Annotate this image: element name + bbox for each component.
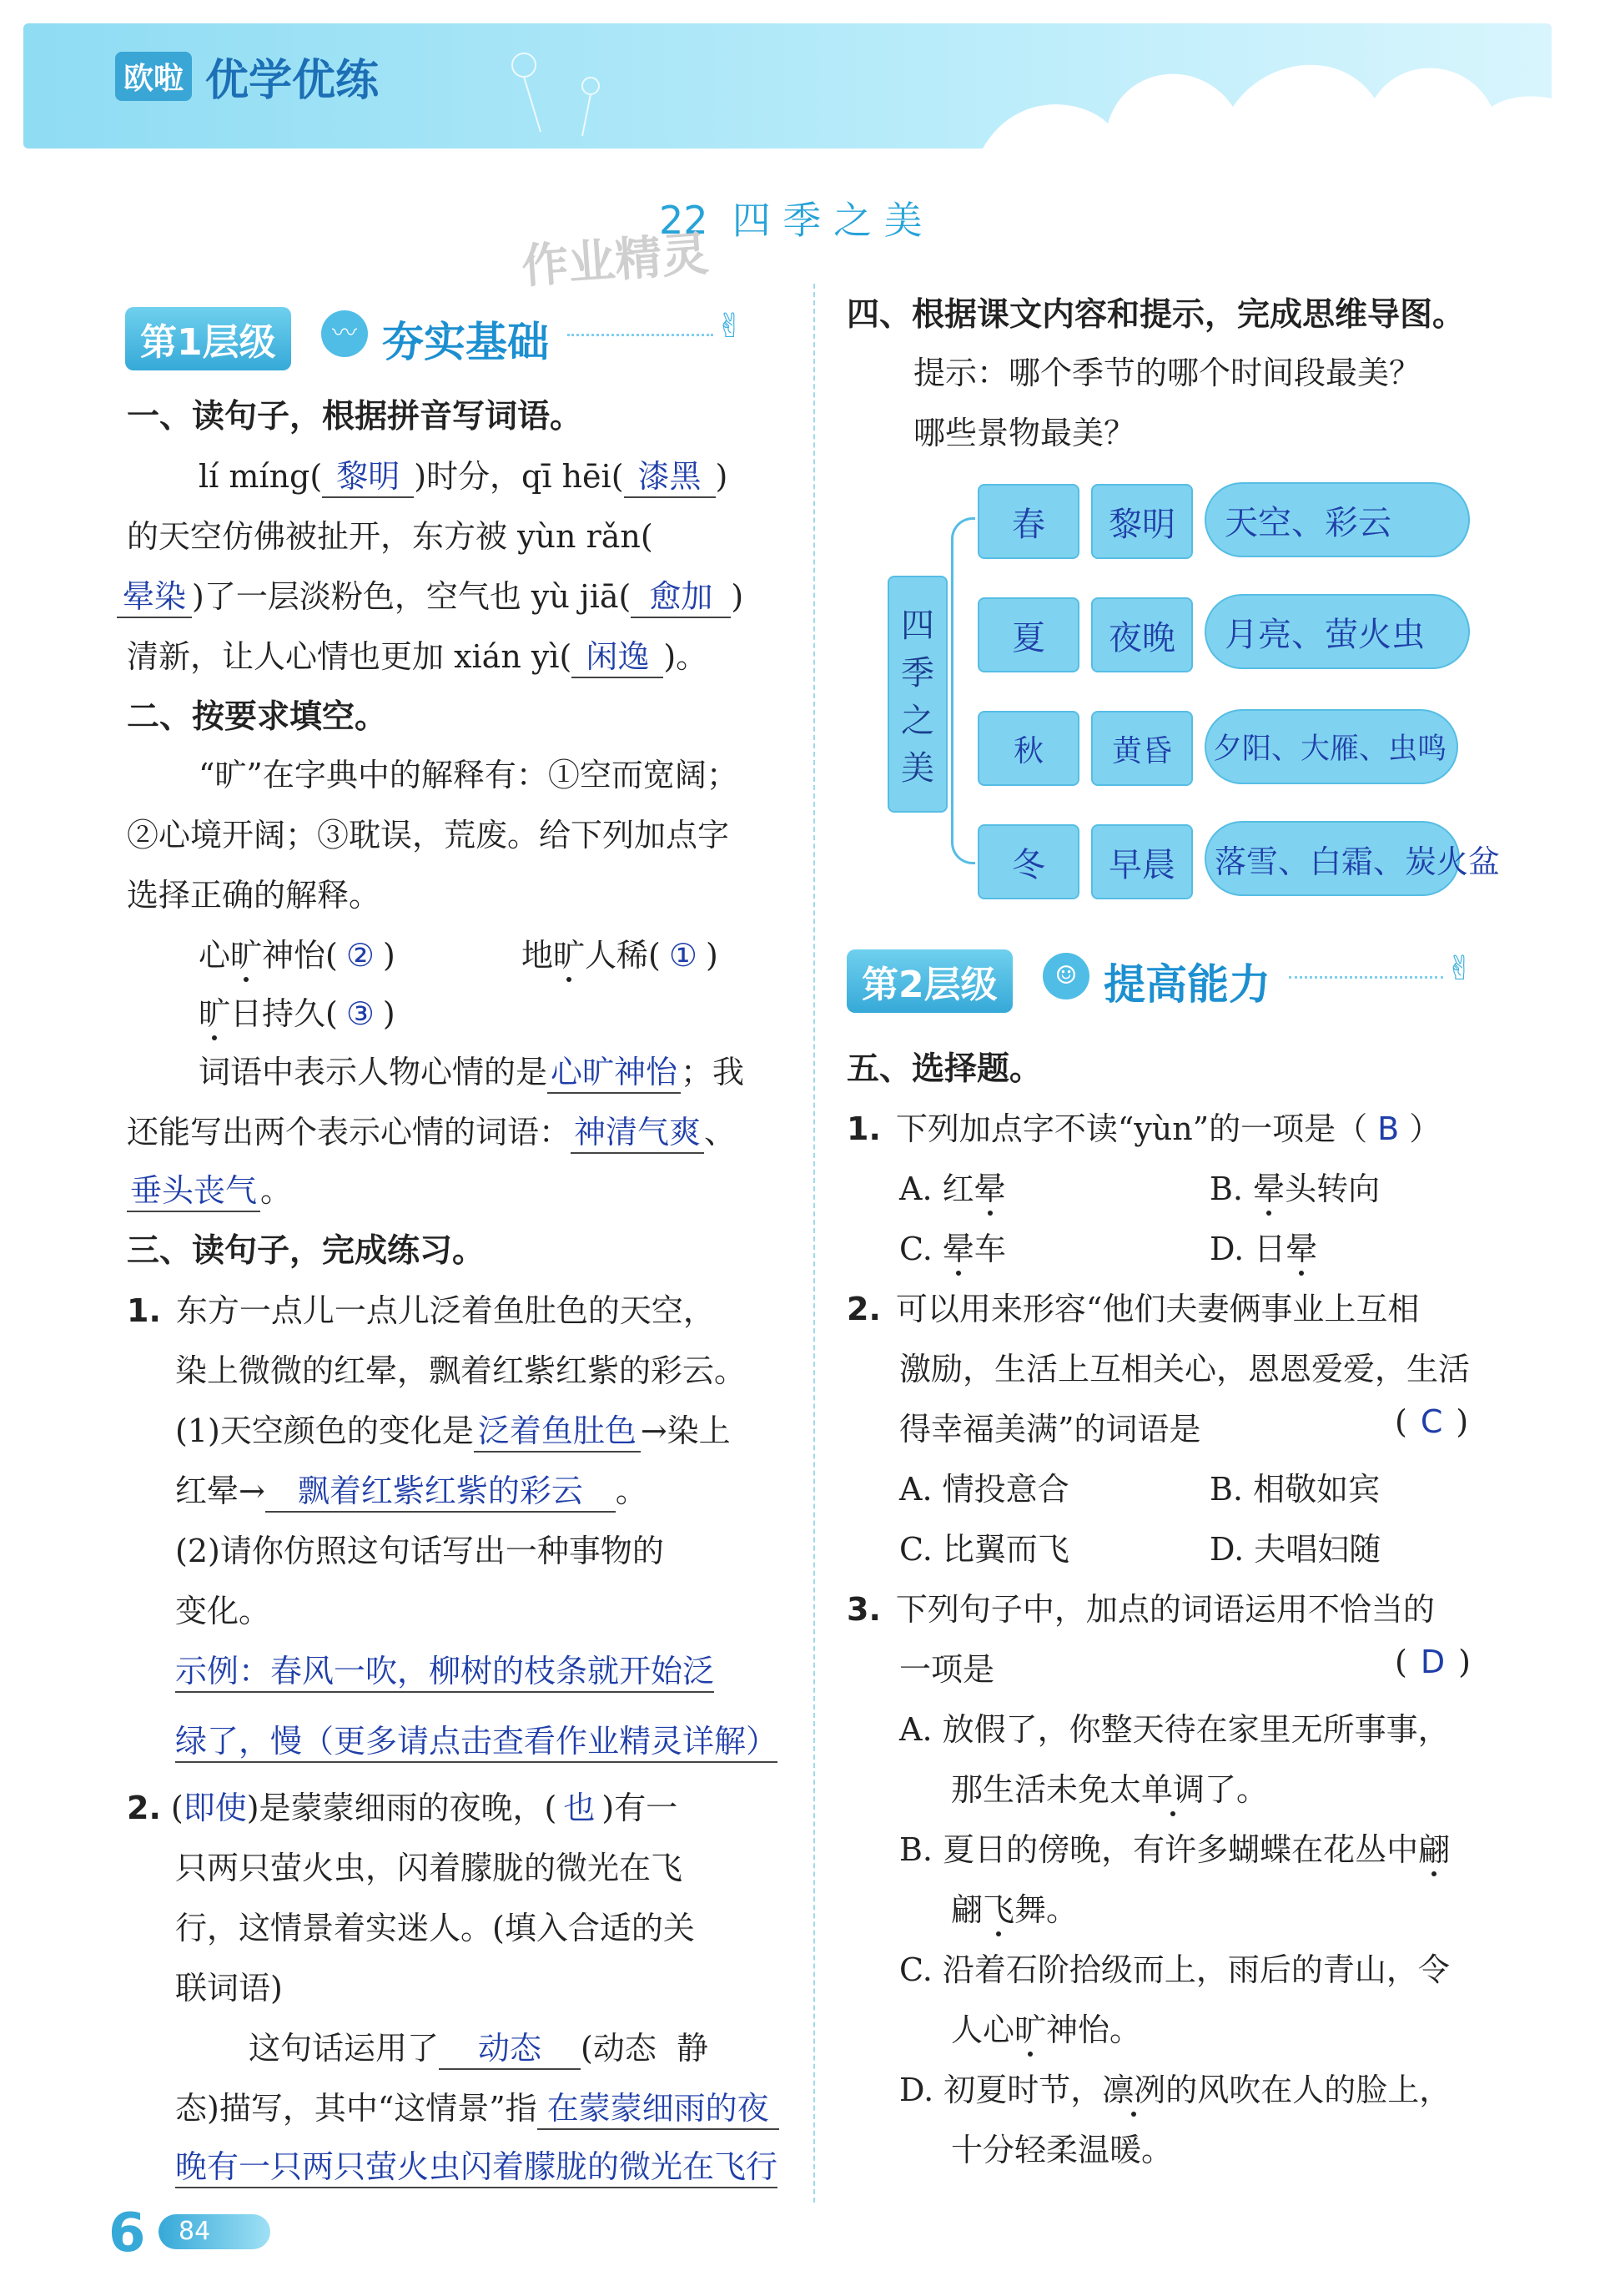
- q2-line-d2: 还能写出两个表示心情的词语： 神清气爽 、: [127, 1106, 736, 1154]
- level2-header: [847, 943, 1481, 1010]
- answer-ye: 也: [563, 1790, 596, 1826]
- q1-line1: lí míng( 黎明 )时分，qī hēi( 漆黑 ): [199, 451, 727, 498]
- q5-choice2-line1: 2. 可以用来形容“他们夫妻俩事业上互相: [847, 1291, 1420, 1327]
- dandelion-icon: [491, 40, 641, 140]
- level2-tag: 第2层级: [847, 949, 1013, 1013]
- q5-choice1-optC: C. 晕车: [899, 1231, 1006, 1267]
- chart-icon: 〰: [321, 310, 368, 357]
- footer-logo-icon: 6: [108, 2203, 146, 2264]
- q2-line2: ②心境开阔；③耽误，荒废。给下列加点字: [127, 817, 730, 853]
- q5-choice3-optD-2: 十分轻柔温暖。: [951, 2132, 1174, 2168]
- scene-spring: 天空、彩云: [1205, 482, 1470, 557]
- q1-line4: 清新，让人心情也更加 xián yì( 闲逸 )。: [127, 631, 707, 678]
- watermark: 作业精灵: [520, 227, 711, 295]
- cloud-decoration: [983, 23, 1552, 149]
- answer-b: ①: [668, 937, 697, 974]
- answer-scene-2: 晚有一只两只萤火虫闪着朦胧的微光在飞行: [175, 2141, 777, 2188]
- q5-choice1-optB: B. 晕头转向: [1210, 1171, 1381, 1207]
- q2-line-d3: 垂头丧气 。: [127, 1165, 292, 1212]
- q5-choice2-optD: D. 夫唱妇随: [1210, 1531, 1381, 1568]
- level2-divider: [1289, 976, 1443, 979]
- season-winter: 冬: [978, 824, 1079, 899]
- q3-item2-line4: 联词语): [175, 1970, 283, 2006]
- level1-tag: 第1层级: [125, 307, 291, 370]
- q5-choice3-optB-2: 翩飞舞。: [951, 1891, 1079, 1928]
- q5-choice3-optC-2: 人心旷神怡。: [951, 2012, 1142, 2048]
- hand-icon: ✌: [716, 307, 744, 345]
- q3-item2-line5: 这句话运用了 动态 (动态 静: [249, 2022, 708, 2070]
- q3-title: 三、读句子，完成练习。: [127, 1232, 486, 1270]
- season-summer: 夏: [978, 597, 1079, 672]
- season-spring: 春: [978, 484, 1079, 559]
- q5-choice2-line2: 激励，生活上互相关心，恩恩爱爱，生活: [899, 1351, 1471, 1387]
- q5-choice2-line3: 得幸福美满”的词语是: [899, 1411, 1201, 1448]
- q3-item1-line1: 1. 东方一点儿一点儿泛着鱼肚色的天空，: [127, 1292, 715, 1329]
- time-summer: 夜晚: [1091, 597, 1193, 672]
- q3-item2-line6: 态)描写，其中“这情景”指 在蒙蒙细雨的夜: [175, 2082, 779, 2130]
- level1-header: [125, 300, 742, 367]
- mindmap-bracket: [951, 517, 975, 864]
- q2-item-a: 心旷神怡( ② ): [199, 937, 395, 974]
- answer-mood-word-2: 神清气爽: [571, 1106, 704, 1154]
- q5-title: 五、选择题。: [847, 1050, 1043, 1088]
- mind-map: [884, 476, 1535, 909]
- scene-winter: 落雪、白霜、炭火盆: [1205, 821, 1460, 896]
- answer-a: ②: [345, 937, 375, 974]
- q5-choice1-optD: D. 日晕: [1210, 1231, 1318, 1267]
- q4-title: 四、根据课文内容和提示，完成思维导图。: [847, 296, 1466, 334]
- answer-mood-word-3: 垂头丧气: [127, 1165, 260, 1212]
- q3-sub1-line2: 红晕→ 飘着红紫红紫的彩云 。: [175, 1465, 647, 1513]
- q3-sub1-line1: (1)天空颜色的变化是 泛着鱼肚色 →染上: [175, 1405, 731, 1453]
- q2-line1: “旷”在字典中的解释有：①空而宽阔；: [199, 757, 738, 793]
- q3-sub2-line2: 变化。: [175, 1593, 271, 1629]
- answer-choice1: B: [1377, 1110, 1400, 1147]
- q1-line3: 晕染 )了一层淡粉色，空气也 yù jiā( 愈加 ): [117, 571, 743, 618]
- q5-choice2-optB: B. 相敬如宾: [1210, 1471, 1381, 1508]
- brand-title: 优学优练: [205, 56, 380, 106]
- q5-choice2-answer-slot: ( C ): [1395, 1403, 1469, 1440]
- q1-line2: 的天空仿佛被扯开，东方被 yùn rǎn(: [127, 518, 653, 555]
- q2-line-d1: 词语中表示人物心情的是 心旷神怡 ；我: [199, 1046, 744, 1094]
- q5-choice3-line2: 一项是: [899, 1651, 995, 1688]
- scene-autumn: 夕阳、大雁、虫鸣: [1205, 709, 1458, 784]
- column-divider: [813, 284, 815, 2203]
- answer-yunran: 晕染: [117, 571, 192, 618]
- q5-choice3-optC-1: C. 沿着石阶拾级而上，雨后的青山，令: [899, 1951, 1450, 1988]
- q5-choice2-optC: C. 比翼而飞: [899, 1531, 1069, 1568]
- answer-c: ③: [345, 995, 375, 1032]
- q3-item1-line2: 染上微微的红晕，飘着红紫红紫的彩云。: [175, 1352, 747, 1389]
- time-winter: 早晨: [1091, 824, 1193, 899]
- q5-choice3-answer-slot: ( D ): [1395, 1644, 1471, 1680]
- answer-qihei: 漆黑: [624, 451, 716, 498]
- q3-item2-line1: 2. (即使)是蒙蒙细雨的夜晚，( 也 )有一: [127, 1790, 678, 1826]
- q2-line3: 选择正确的解释。: [127, 877, 381, 914]
- answer-scene-1: 在蒙蒙细雨的夜: [537, 2082, 779, 2130]
- level1-divider: [567, 334, 713, 336]
- q5-choice3-optB-1: B. 夏日的傍晚，有许多蝴蝶在花丛中翩: [899, 1831, 1451, 1868]
- time-spring: 黎明: [1091, 484, 1193, 559]
- answer-dongtai: 动态: [439, 2022, 581, 2070]
- q3-item2-line2: 只两只萤火虫，闪着朦胧的微光在飞: [175, 1850, 683, 1886]
- q5-choice3-line1: 3. 下列句子中，加点的词语运用不恰当的: [847, 1591, 1435, 1628]
- q5-choice3-optD-1: D. 初夏时节，凛冽的风吹在人的脸上，: [899, 2072, 1452, 2108]
- scene-summer: 月亮、萤火虫: [1205, 594, 1470, 669]
- level1-name: 夯实基础: [382, 318, 549, 366]
- q5-choice1-stem: 1. 下列加点字不读“yùn”的一项是（ B ）: [847, 1110, 1442, 1147]
- answer-mood-word: 心旷神怡: [547, 1046, 681, 1094]
- level2-name: 提高能力: [1104, 960, 1270, 1009]
- q5-choice2-optA: A. 情投意合: [899, 1471, 1069, 1508]
- brand-small: 欧啦: [115, 52, 192, 101]
- q4-hint2: 哪些景物最美？: [913, 415, 1136, 451]
- answer-choice2: C: [1420, 1403, 1443, 1440]
- q3-sub2-line1: (2)请你仿照这句话写出一种事物的: [175, 1533, 664, 1569]
- answer-sky-color-2: 飘着红紫红紫的彩云: [265, 1465, 616, 1513]
- answer-jishi: 即使: [183, 1790, 247, 1826]
- hand-icon: ✌: [1446, 949, 1474, 988]
- q5-choice3-optA-1: A. 放假了，你整天待在家里无所事事，: [899, 1711, 1450, 1748]
- q1-title: 一、读句子，根据拼音写词语。: [127, 398, 583, 436]
- mindmap-root: 四 季 之 美: [888, 576, 948, 813]
- lesson-title: 22 四 季 之 美: [659, 198, 923, 243]
- season-autumn: 秋: [978, 711, 1079, 786]
- page-number: 84: [158, 2214, 270, 2249]
- q5-choice1-optA: A. 红晕: [899, 1171, 1006, 1207]
- owl-icon: ☺: [1043, 953, 1089, 999]
- q3-sub2-answer2: 绿了，慢（更多请点击查看作业精灵详解）: [175, 1715, 777, 1763]
- answer-yujia: 愈加: [631, 571, 731, 618]
- q3-sub2-answer1: 示例：春风一吹，柳树的枝条就开始泛: [175, 1645, 714, 1693]
- q3-item2-line3: 行，这情景着实迷人。(填入合适的关: [175, 1910, 695, 1946]
- answer-sky-color-1: 泛着鱼肚色: [474, 1405, 641, 1453]
- answer-choice3: D: [1420, 1644, 1446, 1680]
- q5-choice3-optA-2: 那生活未免太单调了。: [951, 1771, 1269, 1808]
- q2-item-b: 地旷人稀( ① ): [521, 937, 718, 974]
- time-autumn: 黄昏: [1091, 711, 1193, 786]
- answer-xianyi: 闲逸: [571, 631, 663, 678]
- q2-title: 二、按要求填空。: [127, 698, 388, 736]
- q4-hint1: 提示：哪个季节的哪个时间段最美？: [913, 355, 1421, 391]
- answer-liming: 黎明: [322, 451, 414, 498]
- header-banner: [23, 23, 1552, 149]
- q2-item-c: 旷日持久( ③ ): [199, 995, 395, 1032]
